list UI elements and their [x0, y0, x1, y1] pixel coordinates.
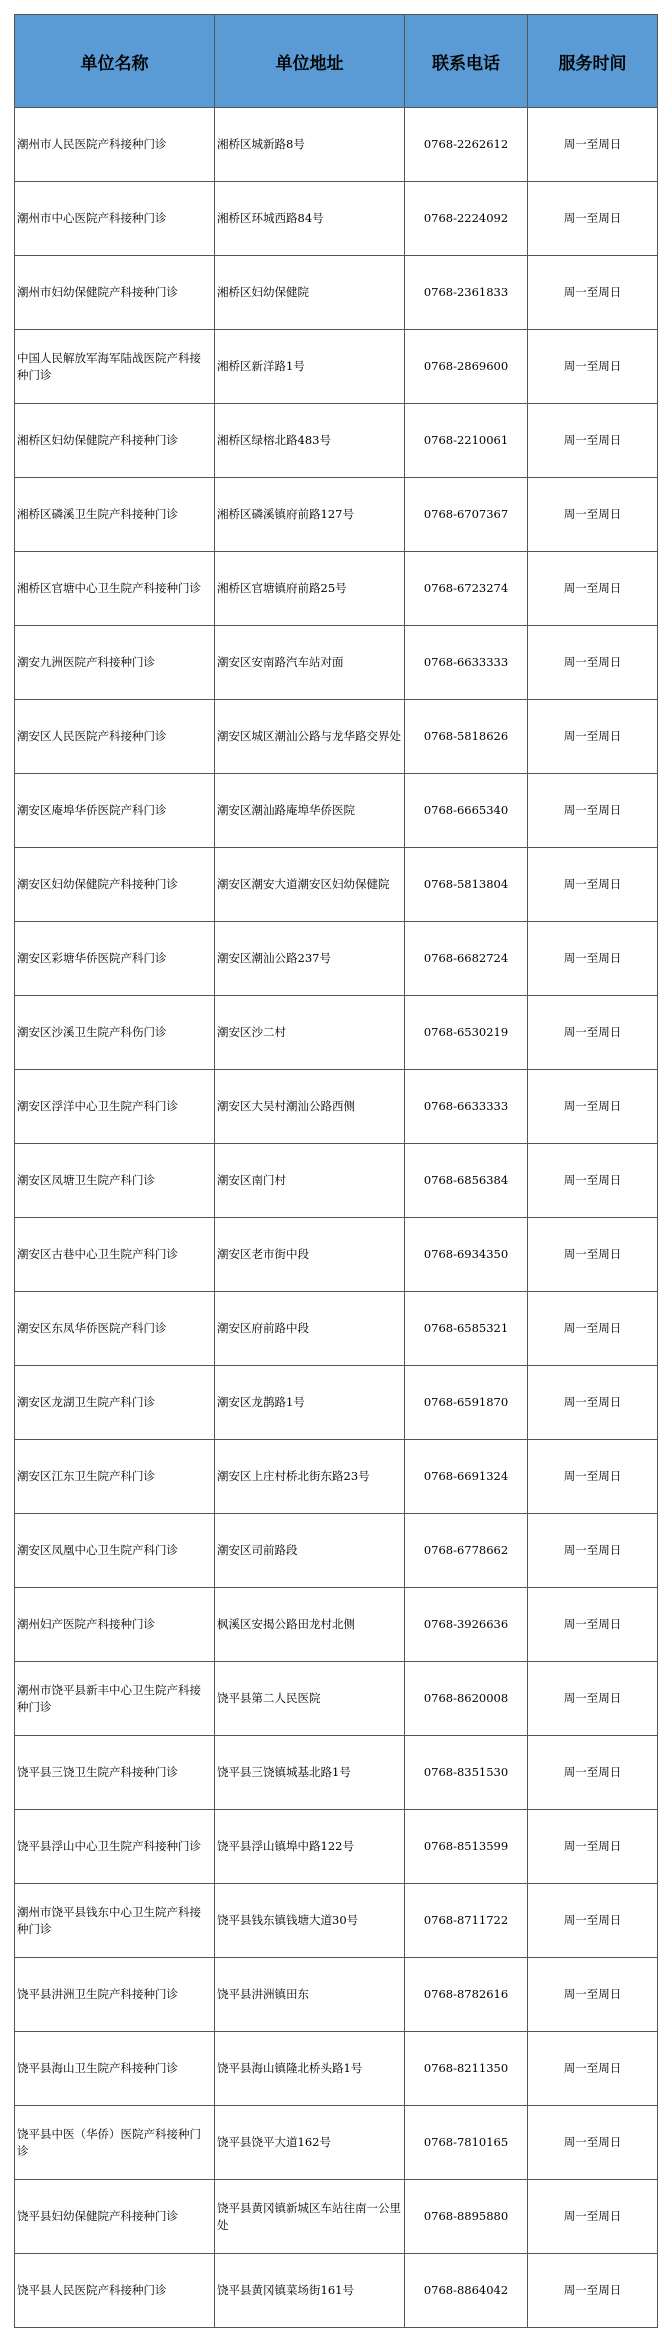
cell-unit-name: 湘桥区磷溪卫生院产科接种门诊: [15, 478, 215, 552]
cell-unit-name: 潮州妇产医院产科接种门诊: [15, 1588, 215, 1662]
cell-service-time: 周一至周日: [528, 1662, 658, 1736]
table-row: [15, 1884, 658, 1958]
cell-service-time: 周一至周日: [528, 1810, 658, 1884]
cell-contact-phone: 0768-6707367: [405, 478, 528, 552]
cell-service-time: 周一至周日: [528, 1736, 658, 1810]
cell-unit-address: 潮安区老市街中段: [215, 1218, 405, 1292]
cell-unit-name: 饶平县妇幼保健院产科接种门诊: [15, 2180, 215, 2254]
table-row: [15, 1292, 658, 1366]
cell-unit-name: 潮州市饶平县新丰中心卫生院产科接种门诊: [15, 1662, 215, 1736]
cell-unit-address: 饶平县第二人民医院: [215, 1662, 405, 1736]
cell-contact-phone: 0768-6691324: [405, 1440, 528, 1514]
table-row: [15, 2254, 658, 2328]
table-row: [15, 848, 658, 922]
cell-unit-address: 湘桥区环城西路84号: [215, 182, 405, 256]
table-row: [15, 774, 658, 848]
table-row: [15, 1070, 658, 1144]
cell-unit-address: 潮安区大吴村潮汕公路西侧: [215, 1070, 405, 1144]
cell-contact-phone: 0768-5818626: [405, 700, 528, 774]
table-row: [15, 552, 658, 626]
cell-unit-address: 枫溪区安揭公路田龙村北侧: [215, 1588, 405, 1662]
cell-unit-address: 饶平县汫洲镇田东: [215, 1958, 405, 2032]
cell-contact-phone: 0768-5813804: [405, 848, 528, 922]
cell-unit-address: 潮安区龙鹊路1号: [215, 1366, 405, 1440]
cell-unit-address: 潮安区司前路段: [215, 1514, 405, 1588]
cell-service-time: 周一至周日: [528, 1588, 658, 1662]
cell-contact-phone: 0768-8864042: [405, 2254, 528, 2328]
cell-unit-name: 潮安区沙溪卫生院产科伤门诊: [15, 996, 215, 1070]
table-row: [15, 330, 658, 404]
cell-service-time: 周一至周日: [528, 1366, 658, 1440]
cell-service-time: 周一至周日: [528, 1440, 658, 1514]
cell-unit-address: 湘桥区新洋路1号: [215, 330, 405, 404]
header-row: [15, 15, 658, 108]
cell-unit-name: 饶平县人民医院产科接种门诊: [15, 2254, 215, 2328]
cell-service-time: 周一至周日: [528, 256, 658, 330]
cell-contact-phone: 0768-6723274: [405, 552, 528, 626]
cell-service-time: 周一至周日: [528, 330, 658, 404]
cell-unit-address: 湘桥区磷溪镇府前路127号: [215, 478, 405, 552]
table-row: [15, 1662, 658, 1736]
cell-unit-address: 饶平县浮山镇埠中路122号: [215, 1810, 405, 1884]
table-row: [15, 2032, 658, 2106]
header-unit-address: 单位地址: [215, 15, 405, 108]
cell-contact-phone: 0768-6682724: [405, 922, 528, 996]
cell-unit-address: 潮安区潮安大道潮安区妇幼保健院: [215, 848, 405, 922]
cell-unit-address: 饶平县钱东镇钱塘大道30号: [215, 1884, 405, 1958]
cell-unit-address: 饶平县黄冈镇新城区车站往南一公里处: [215, 2180, 405, 2254]
table-row: [15, 1514, 658, 1588]
table-row: [15, 182, 658, 256]
cell-unit-address: 饶平县黄冈镇菜场街161号: [215, 2254, 405, 2328]
cell-unit-name: 饶平县三饶卫生院产科接种门诊: [15, 1736, 215, 1810]
cell-contact-phone: 0768-8711722: [405, 1884, 528, 1958]
cell-service-time: 周一至周日: [528, 1144, 658, 1218]
cell-contact-phone: 0768-2361833: [405, 256, 528, 330]
cell-unit-name: 潮安区凤凰中心卫生院产科门诊: [15, 1514, 215, 1588]
table-body: [15, 108, 658, 2328]
cell-contact-phone: 0768-6633333: [405, 1070, 528, 1144]
cell-unit-name: 潮安区凤塘卫生院产科门诊: [15, 1144, 215, 1218]
cell-service-time: 周一至周日: [528, 996, 658, 1070]
cell-unit-name: 潮安区江东卫生院产科门诊: [15, 1440, 215, 1514]
table-row: [15, 1440, 658, 1514]
cell-service-time: 周一至周日: [528, 1514, 658, 1588]
cell-contact-phone: 0768-8895880: [405, 2180, 528, 2254]
table-row: [15, 1144, 658, 1218]
header-unit-name: 单位名称: [15, 15, 215, 108]
cell-contact-phone: 0768-6591870: [405, 1366, 528, 1440]
cell-contact-phone: 0768-8513599: [405, 1810, 528, 1884]
cell-contact-phone: 0768-6633333: [405, 626, 528, 700]
cell-service-time: 周一至周日: [528, 108, 658, 182]
table-row: [15, 1218, 658, 1292]
cell-unit-name: 潮州市人民医院产科接种门诊: [15, 108, 215, 182]
cell-unit-address: 潮安区南门村: [215, 1144, 405, 1218]
cell-unit-name: 潮州市中心医院产科接种门诊: [15, 182, 215, 256]
cell-contact-phone: 0768-7810165: [405, 2106, 528, 2180]
cell-unit-name: 潮州市饶平县钱东中心卫生院产科接种门诊: [15, 1884, 215, 1958]
header-contact-phone: 联系电话: [405, 15, 528, 108]
cell-contact-phone: 0768-6778662: [405, 1514, 528, 1588]
cell-unit-address: 湘桥区妇幼保健院: [215, 256, 405, 330]
cell-unit-name: 湘桥区官塘中心卫生院产科接种门诊: [15, 552, 215, 626]
table-row: [15, 626, 658, 700]
cell-contact-phone: 0768-6585321: [405, 1292, 528, 1366]
cell-service-time: 周一至周日: [528, 182, 658, 256]
cell-contact-phone: 0768-8211350: [405, 2032, 528, 2106]
cell-unit-address: 饶平县饶平大道162号: [215, 2106, 405, 2180]
cell-service-time: 周一至周日: [528, 552, 658, 626]
cell-unit-address: 潮安区潮汕公路237号: [215, 922, 405, 996]
cell-contact-phone: 0768-8351530: [405, 1736, 528, 1810]
cell-unit-address: 潮安区府前路中段: [215, 1292, 405, 1366]
header-service-time: 服务时间: [528, 15, 658, 108]
cell-contact-phone: 0768-2224092: [405, 182, 528, 256]
cell-service-time: 周一至周日: [528, 1292, 658, 1366]
cell-service-time: 周一至周日: [528, 626, 658, 700]
cell-unit-name: 潮安区人民医院产科接种门诊: [15, 700, 215, 774]
cell-unit-name: 潮安区妇幼保健院产科接种门诊: [15, 848, 215, 922]
table-row: [15, 1736, 658, 1810]
cell-unit-name: 饶平县海山卫生院产科接种门诊: [15, 2032, 215, 2106]
cell-unit-address: 潮安区上庄村桥北街东路23号: [215, 1440, 405, 1514]
cell-contact-phone: 0768-2869600: [405, 330, 528, 404]
cell-unit-name: 潮安九洲医院产科接种门诊: [15, 626, 215, 700]
cell-unit-name: 潮州市妇幼保健院产科接种门诊: [15, 256, 215, 330]
cell-unit-address: 饶平县海山镇隆北桥头路1号: [215, 2032, 405, 2106]
cell-contact-phone: 0768-2210061: [405, 404, 528, 478]
cell-unit-name: 潮安区古巷中心卫生院产科门诊: [15, 1218, 215, 1292]
table-row: [15, 700, 658, 774]
cell-unit-address: 湘桥区城新路8号: [215, 108, 405, 182]
cell-service-time: 周一至周日: [528, 2180, 658, 2254]
table-row: [15, 1958, 658, 2032]
cell-service-time: 周一至周日: [528, 700, 658, 774]
cell-service-time: 周一至周日: [528, 1070, 658, 1144]
cell-service-time: 周一至周日: [528, 922, 658, 996]
cell-unit-name: 饶平县浮山中心卫生院产科接种门诊: [15, 1810, 215, 1884]
cell-unit-name: 中国人民解放军海军陆战医院产科接种门诊: [15, 330, 215, 404]
cell-service-time: 周一至周日: [528, 478, 658, 552]
cell-contact-phone: 0768-8620008: [405, 1662, 528, 1736]
table-row: [15, 256, 658, 330]
table-row: [15, 478, 658, 552]
cell-service-time: 周一至周日: [528, 1218, 658, 1292]
cell-unit-address: 潮安区沙二村: [215, 996, 405, 1070]
cell-contact-phone: 0768-6856384: [405, 1144, 528, 1218]
cell-unit-name: 潮安区庵埠华侨医院产科门诊: [15, 774, 215, 848]
cell-service-time: 周一至周日: [528, 1884, 658, 1958]
table-row: [15, 2180, 658, 2254]
table-row: [15, 1810, 658, 1884]
cell-unit-address: 潮安区安南路汽车站对面: [215, 626, 405, 700]
cell-service-time: 周一至周日: [528, 404, 658, 478]
table-row: [15, 1366, 658, 1440]
cell-unit-name: 潮安区东凤华侨医院产科门诊: [15, 1292, 215, 1366]
cell-service-time: 周一至周日: [528, 2032, 658, 2106]
cell-unit-name: 湘桥区妇幼保健院产科接种门诊: [15, 404, 215, 478]
table-header: [15, 15, 658, 108]
table-row: [15, 2106, 658, 2180]
cell-unit-name: 饶平县汫洲卫生院产科接种门诊: [15, 1958, 215, 2032]
cell-unit-name: 潮安区龙湖卫生院产科门诊: [15, 1366, 215, 1440]
cell-contact-phone: 0768-6665340: [405, 774, 528, 848]
cell-contact-phone: 0768-8782616: [405, 1958, 528, 2032]
cell-unit-name: 潮安区彩塘华侨医院产科门诊: [15, 922, 215, 996]
cell-unit-name: 潮安区浮洋中心卫生院产科门诊: [15, 1070, 215, 1144]
table-row: [15, 922, 658, 996]
cell-unit-address: 饶平县三饶镇城基北路1号: [215, 1736, 405, 1810]
cell-unit-address: 湘桥区绿榕北路483号: [215, 404, 405, 478]
table-row: [15, 108, 658, 182]
cell-service-time: 周一至周日: [528, 848, 658, 922]
table-row: [15, 404, 658, 478]
cell-service-time: 周一至周日: [528, 1958, 658, 2032]
clinic-table: [14, 14, 658, 2328]
cell-unit-address: 潮安区城区潮汕公路与龙华路交界处: [215, 700, 405, 774]
cell-unit-name: 饶平县中医（华侨）医院产科接种门诊: [15, 2106, 215, 2180]
cell-service-time: 周一至周日: [528, 2254, 658, 2328]
cell-unit-address: 潮安区潮汕路庵埠华侨医院: [215, 774, 405, 848]
clinic-table-container: [14, 14, 657, 2328]
cell-service-time: 周一至周日: [528, 774, 658, 848]
cell-contact-phone: 0768-2262612: [405, 108, 528, 182]
cell-service-time: 周一至周日: [528, 2106, 658, 2180]
table-row: [15, 1588, 658, 1662]
cell-contact-phone: 0768-6934350: [405, 1218, 528, 1292]
cell-contact-phone: 0768-3926636: [405, 1588, 528, 1662]
cell-contact-phone: 0768-6530219: [405, 996, 528, 1070]
table-row: [15, 996, 658, 1070]
cell-unit-address: 湘桥区官塘镇府前路25号: [215, 552, 405, 626]
